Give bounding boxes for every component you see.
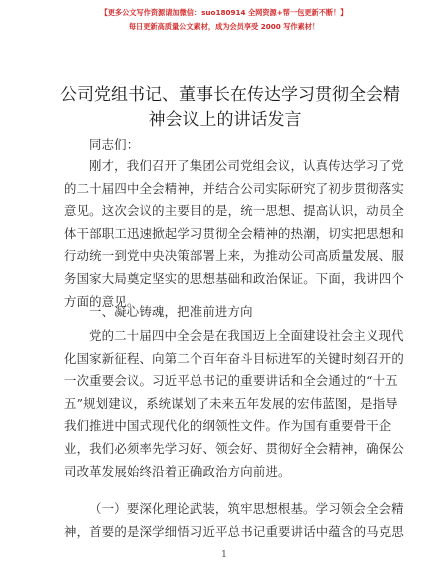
- paragraph-line: 一次重要会议。习近平总书记的重要讲话和全会通过的“十五: [64, 373, 398, 389]
- paragraph-line: 体干部职工迅速掀起学习贯彻全会精神的热潮，切实把思想和: [64, 225, 404, 241]
- paragraph-line: 五”规划建议，系统谋划了未来五年发展的宏伟蓝图，是指导: [64, 395, 398, 411]
- paragraph-line: （一）要深化理论武装，筑牢思想根基。学习领会全会精: [89, 501, 404, 516]
- paragraph-line: 化国家新征程、向第二个百年奋斗目标进军的关键时刻召开的: [64, 350, 404, 366]
- title-line: 神会议上的讲话发言: [148, 110, 302, 130]
- salutation-text: 同志们：: [89, 137, 140, 152]
- paragraph-line: 神，首要的是深学细悟习近平总书记重要讲话中蕴含的马克思: [64, 523, 404, 539]
- subsection-1: [64, 498, 404, 543]
- section-heading-text: 一、凝心铸魂，把准前进方向: [89, 304, 253, 319]
- title-line: 公司党组书记、董事长在传达学习贯彻全会精: [60, 85, 400, 105]
- paragraph-line: 意见。这次会议的主要目的是，统一思想、提高认识，动员全: [64, 203, 404, 219]
- salutation: [64, 134, 384, 157]
- paragraph-line: 务国家大局奠定坚实的思想基础和政治保证。下面，我讲四个: [64, 270, 404, 286]
- document-title: [60, 83, 400, 133]
- paragraph-1: [64, 155, 404, 313]
- paragraph-line: 业，我们必须率先学习好、领会好、贯彻好全会精神，确保公: [64, 440, 404, 456]
- page-number: 1: [221, 550, 227, 560]
- promo-banner-line-1: 【更多公文写作资源请加微信：suo180914 全网资源+帮一包更新不断！】: [100, 8, 348, 17]
- paragraph-line: 方面的意见。: [64, 293, 140, 309]
- paragraph-2: [64, 325, 404, 483]
- paragraph-line: 行动统一到党中央决策部署上来，为推动公司高质量发展、服: [64, 248, 404, 264]
- promo-banner-line-2: 每日更新高质量公文素材，成为会员享受 2000 写作素材！: [128, 22, 320, 31]
- paragraph-line: 司改革发展始终沿着正确政治方向前进。: [64, 463, 291, 479]
- paragraph-line: 的二十届四中全会精神，并结合公司实际研究了初步贯彻落实: [64, 180, 404, 196]
- paragraph-line: 我们推进中国式现代化的纲领性文件。作为国有重要骨干企: [64, 418, 392, 434]
- paragraph-line: 刚才，我们召开了集团公司党组会议，认真传达学习了党: [89, 158, 404, 173]
- section-heading-1: [64, 301, 384, 324]
- paragraph-line: 党的二十届四中全会是在我国迈上全面建设社会主义现代: [89, 328, 404, 343]
